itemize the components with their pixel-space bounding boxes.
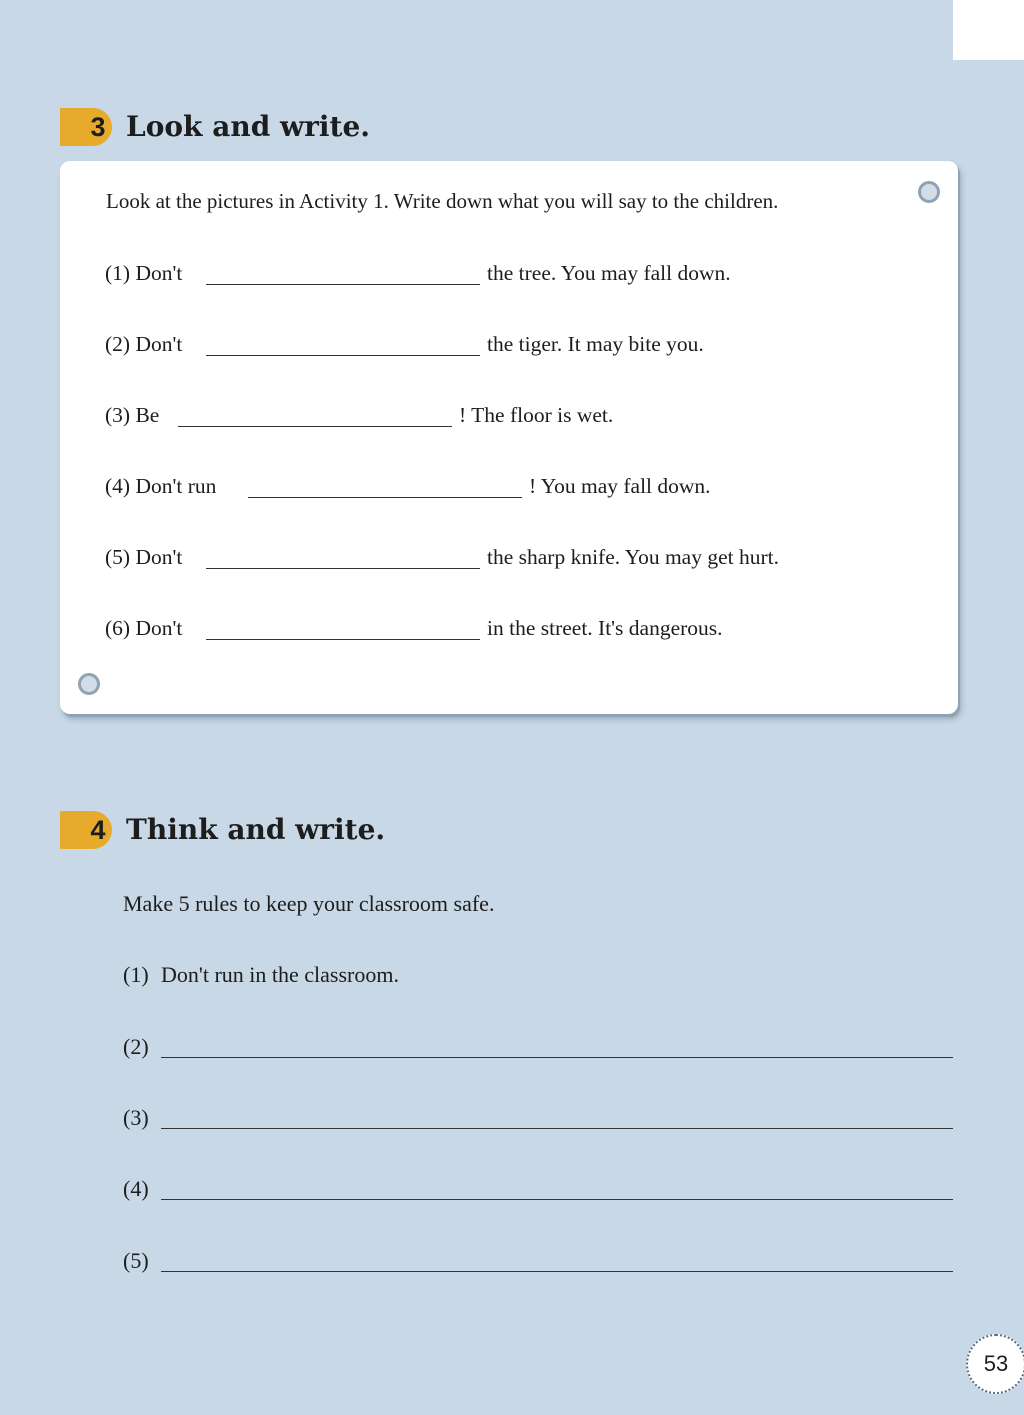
rule-number: (4) xyxy=(123,1176,149,1201)
section-3-instruction: Look at the pictures in Activity 1. Write down what you will say to the children. xyxy=(106,189,779,213)
rule-number: (3) xyxy=(123,1105,149,1130)
section-3-number: 3 xyxy=(90,112,106,142)
answer-blank[interactable] xyxy=(248,497,522,498)
item-suffix: ! You may fall down. xyxy=(529,474,711,498)
section-4-instruction: Make 5 rules to keep your classroom safe. xyxy=(123,891,495,916)
page-number-badge: 53 xyxy=(966,1334,1024,1394)
item-prefix: (5) Don't xyxy=(105,545,183,569)
rule-answer-line[interactable] xyxy=(161,1199,953,1200)
item-suffix: the sharp knife. You may get hurt. xyxy=(487,545,780,569)
rule-number: (5) xyxy=(123,1248,149,1273)
binder-hole-icon xyxy=(78,673,100,695)
answer-blank[interactable] xyxy=(206,284,480,285)
answer-blank[interactable] xyxy=(178,426,452,427)
item-prefix: (6) Don't xyxy=(105,616,183,640)
section-3-title: Look and write. xyxy=(126,110,371,143)
rule-answer-line[interactable] xyxy=(161,1057,953,1058)
exercise-card xyxy=(60,161,958,714)
section-4-title: Think and write. xyxy=(126,813,386,846)
item-suffix: ! The floor is wet. xyxy=(459,403,614,427)
rule-answer-line[interactable] xyxy=(161,1128,953,1129)
item-prefix: (1) Don't xyxy=(105,261,183,285)
item-prefix: (3) Be xyxy=(105,403,160,427)
rule-text: Don't run in the classroom. xyxy=(161,962,399,987)
binder-hole-icon xyxy=(918,181,940,203)
section-4-number: 4 xyxy=(90,815,106,845)
corner-patch xyxy=(953,0,1024,60)
item-prefix: (4) Don't run xyxy=(105,474,217,498)
rule-number: (2) xyxy=(123,1034,149,1059)
rule-answer-line[interactable] xyxy=(161,1271,953,1272)
item-suffix: in the street. It's dangerous. xyxy=(487,616,723,640)
item-prefix: (2) Don't xyxy=(105,332,183,356)
rule-number: (1) xyxy=(123,962,149,987)
answer-blank[interactable] xyxy=(206,639,480,640)
answer-blank[interactable] xyxy=(206,355,480,356)
item-suffix: the tiger. It may bite you. xyxy=(487,332,704,356)
item-suffix: the tree. You may fall down. xyxy=(487,261,731,285)
answer-blank[interactable] xyxy=(206,568,480,569)
